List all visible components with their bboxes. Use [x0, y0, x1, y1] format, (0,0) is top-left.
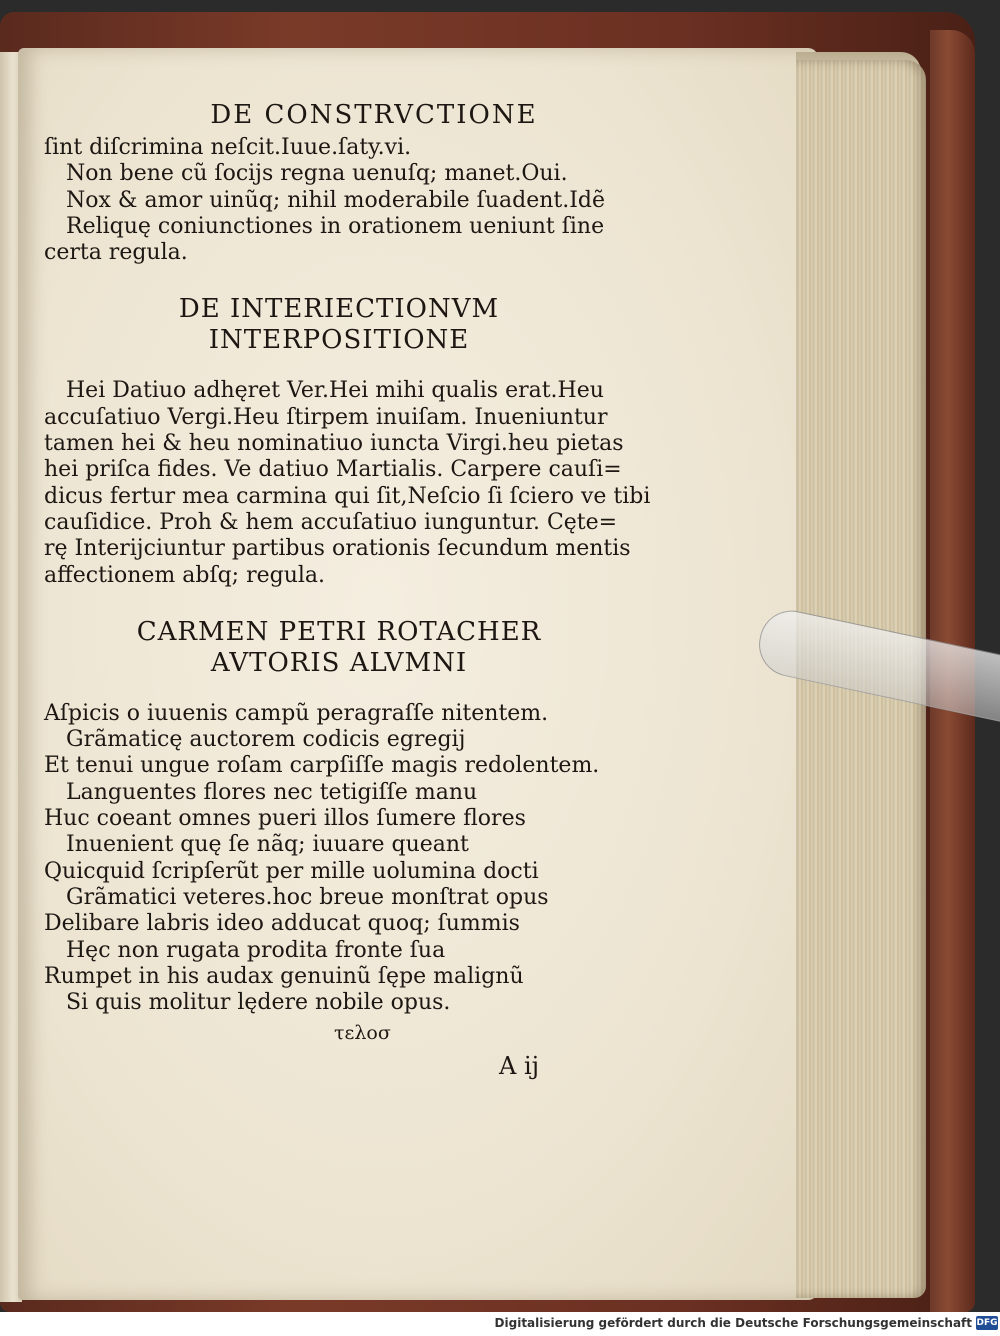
poem-line: Inuenient quę ſe nãq; iuuare queant — [66, 832, 469, 858]
text-line: dicus fertur mea carmina qui ſit,Neſcio ſi ſciero ve tibi — [44, 483, 651, 509]
page-text — [44, 100, 651, 1080]
text-line: rę Interijciuntur partibus orationis ſecundum mentis — [44, 536, 631, 562]
poem-line: Et tenui ungue roſam carpſiſſe magis redolentem. — [44, 753, 600, 779]
heading-line: INTERPOSITIONE — [208, 325, 470, 356]
section-heading-interiectionum — [44, 294, 634, 356]
text-line: Non bene cũ ſocijs regna uenuſq; manet.Oui. — [66, 161, 568, 187]
paragraph-1 — [44, 135, 634, 266]
text-line: Nox & amor uinũq; nihil moderabile ſuadent.Idẽ — [66, 187, 606, 213]
signature-mark: A ij — [499, 1051, 540, 1080]
poem-line: Huc coeant omnes pueri illos ſumere flores — [44, 806, 526, 832]
funding-credit: Digitalisierung gefördert durch die Deutsche Forschungsgemeinschaft — [494, 1316, 972, 1330]
dfg-logo-icon: DFG — [976, 1318, 998, 1328]
section-heading-carmen — [44, 617, 634, 679]
poem-line: Delibare labris ideo adducat quoq; ſummis — [44, 911, 520, 937]
text-line: tamen hei & heu nominatiuo iuncta Virgi.heu pietas — [44, 431, 624, 457]
text-line: accuſatiuo Vergi.Heu ſtirpem inuiſam. Inueniuntur — [44, 404, 608, 430]
text-line: certa regula. — [44, 240, 188, 266]
poem-line: Grãmaticę auctorem codicis egregij — [66, 727, 466, 753]
poem-line: Quicquid ſcripſerũt per mille uolumina docti — [44, 858, 539, 884]
heading-line: CARMEN PETRI ROTACHER — [136, 616, 542, 647]
finis-mark: τελοσ — [334, 1022, 391, 1045]
poem — [44, 701, 634, 1017]
text-line: affectionem abſq; regula. — [44, 562, 326, 588]
text-line: cauſidice. Proh & hem accuſatiuo iunguntur. Cęte= — [44, 509, 618, 535]
text-line: Hei Datiuo adhęret Ver.Hei mihi qualis erat.Heu — [66, 378, 604, 404]
poem-line: Rumpet in his audax genuinũ ſępe malignũ — [44, 963, 524, 989]
poem-line: Hęc non rugata prodita fronte ſua — [66, 937, 446, 963]
footer-bar — [0, 1312, 1000, 1336]
poem-line: Si quis molitur lędere nobile opus. — [66, 990, 451, 1016]
poem-line: Aſpicis o iuuenis campũ peragraſſe nitentem. — [44, 700, 549, 726]
poem-line: Grãmatici veteres.hoc breue monſtrat opus — [66, 884, 549, 910]
text-line: ſint diſcrimina neſcit.Iuue.ſaty.vi. — [44, 135, 412, 160]
text-line: hei priſca fides. Ve datiuo Martialis. Carpere cauſi= — [44, 457, 622, 483]
heading-line: DE INTERIECTIONVM — [178, 294, 500, 325]
heading-line: AVTORIS ALVMNI — [210, 647, 468, 678]
poem-line: Languentes flores nec tetigiſſe manu — [66, 779, 478, 805]
running-head: DE CONSTRVCTIONE — [210, 100, 538, 130]
text-line: Reliquę coniunctiones in orationem ueniunt ſine — [66, 213, 605, 239]
paragraph-2 — [44, 378, 651, 588]
